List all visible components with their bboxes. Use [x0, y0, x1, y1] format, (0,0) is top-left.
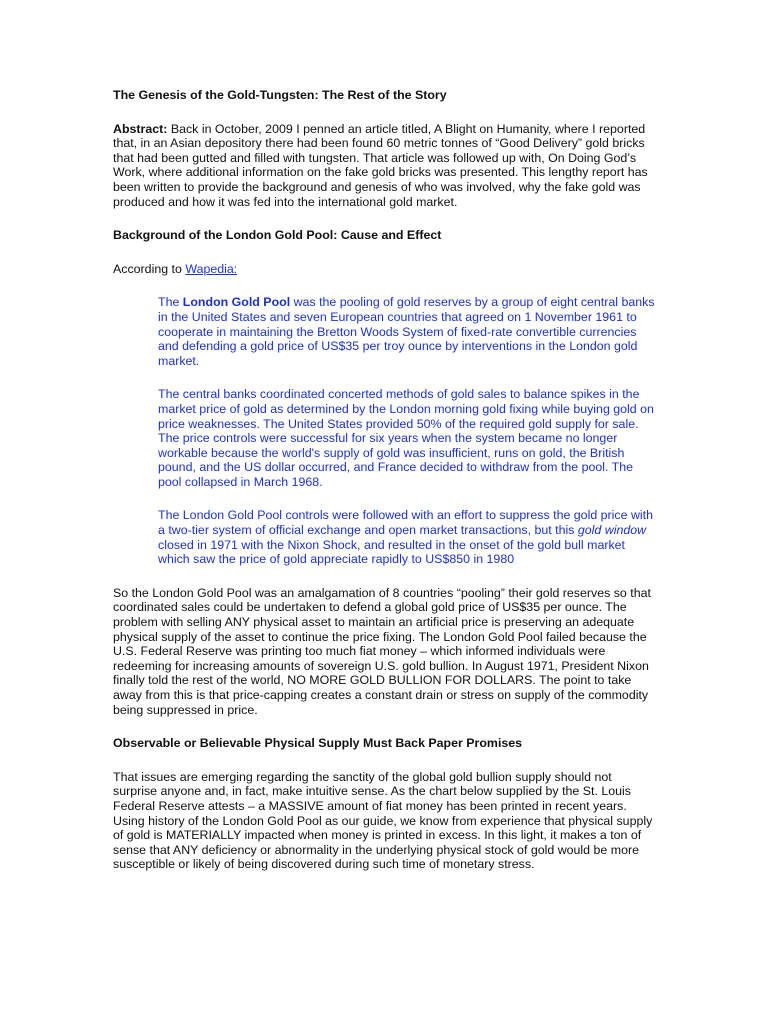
quote1-bold-term: London Gold Pool: [182, 295, 291, 310]
wapedia-link[interactable]: Wapedia:: [185, 261, 238, 276]
quote1-post: was the pooling of gold reserves by a group of eight central banks in the United States and seven European countries that agreed on 1 November 1961 to cooperate in maintaining the Bretton Woods System of fixed-rate convertible currencies and defending a gold price of US$35 per troy ounce by interventions in the London gold market.: [158, 295, 655, 368]
quote-paragraph-3: [158, 508, 658, 566]
london-gold-pool-body: So the London Gold Pool was an amalgamation of 8 countries “pooling” their gold reserves so that coordinated sales could be undertaken to defend a global gold price of US$35 per ounce. The problem with selling ANY physical asset to maintain an artificial price is preserving an adequate physical supply of the asset to continue the price fixing. The London Gold Pool failed because the U.S. Federal Reserve was printing too much fiat money – which informed individuals were redeeming for increasing amounts of sovereign U.S. gold bullion. In August 1971, President Nixon finally told the rest of the world, NO MORE GOLD BULLION FOR DOLLARS. The point to take away from this is that price-capping creates a constant drain or stress on supply of the commodity being suppressed in price.: [113, 585, 651, 717]
physical-supply-body: That issues are emerging regarding the sanctity of the global gold bullion supply should not surprise anyone and, in fact, make intuitive sense. As the chart below supplied by the St. Louis Federal Reserve attests – a MASSIVE amount of fiat money has been printed in recent years. Using history of the London Gold Pool as our guide, we know from experience that physical supply of gold is MATERIALLY impacted when money is printed in excess. In this light, it makes a ton of sense that ANY deficiency or abnormality in the underlying physical stock of gold would be more susceptible or likely of being discovered during such time of monetary stress.: [113, 769, 653, 872]
abstract-paragraph: [113, 122, 658, 210]
abstract-label: Abstract:: [113, 121, 168, 136]
quote1-pre: The: [158, 295, 183, 310]
according-to-line: [113, 262, 658, 277]
section-heading-physical-supply: Observable or Believable Physical Supply Must Back Paper Promises: [113, 736, 523, 751]
abstract-text: Back in October, 2009 I penned an article titled, A Blight on Humanity, where I reported that, in an Asian depository there had been found 60 metric tonnes of “Good Delivery” gold bricks that had been gutted and filled with tungsten. That article was followed up with, On Doing God’s Work, where additional information on the fake gold bricks was presented. This lengthy report has been written to provide the background and genesis of who was involved, why the fake gold was produced and how it was fed into the international gold market.: [113, 121, 648, 209]
document-title: The Genesis of the Gold-Tungsten: The Rest of the Story: [113, 88, 447, 102]
quote-paragraph-1: [158, 295, 658, 368]
quote-paragraph-2: The central banks coordinated concerted methods of gold sales to balance spikes in the market price of gold as determined by the London morning gold fixing while buying gold on price weaknesses. The United States provided 50% of the required gold supply for sale. The price controls were successful for six years when the system became no longer workable because the world's supply of gold was insufficient, runs on gold, the British pound, and the US dollar occurred, and France decided to withdraw from the pool. The pool collapsed in March 1968.: [158, 387, 654, 489]
quote3-italic-term: gold window: [577, 523, 647, 538]
section-heading-london-gold-pool: Background of the London Gold Pool: Cause and Effect: [113, 228, 442, 243]
quote3-pre: The London Gold Pool controls were followed with an effort to suppress the gold price with a two-tier system of official exchange and open market transactions, but this: [158, 508, 653, 538]
according-prefix: According to: [113, 261, 186, 276]
document-page: [113, 88, 658, 891]
quote3-post: closed in 1971 with the Nixon Shock, and resulted in the onset of the gold bull market which saw the price of gold appreciate rapidly to US$850 in 1980: [158, 537, 625, 567]
